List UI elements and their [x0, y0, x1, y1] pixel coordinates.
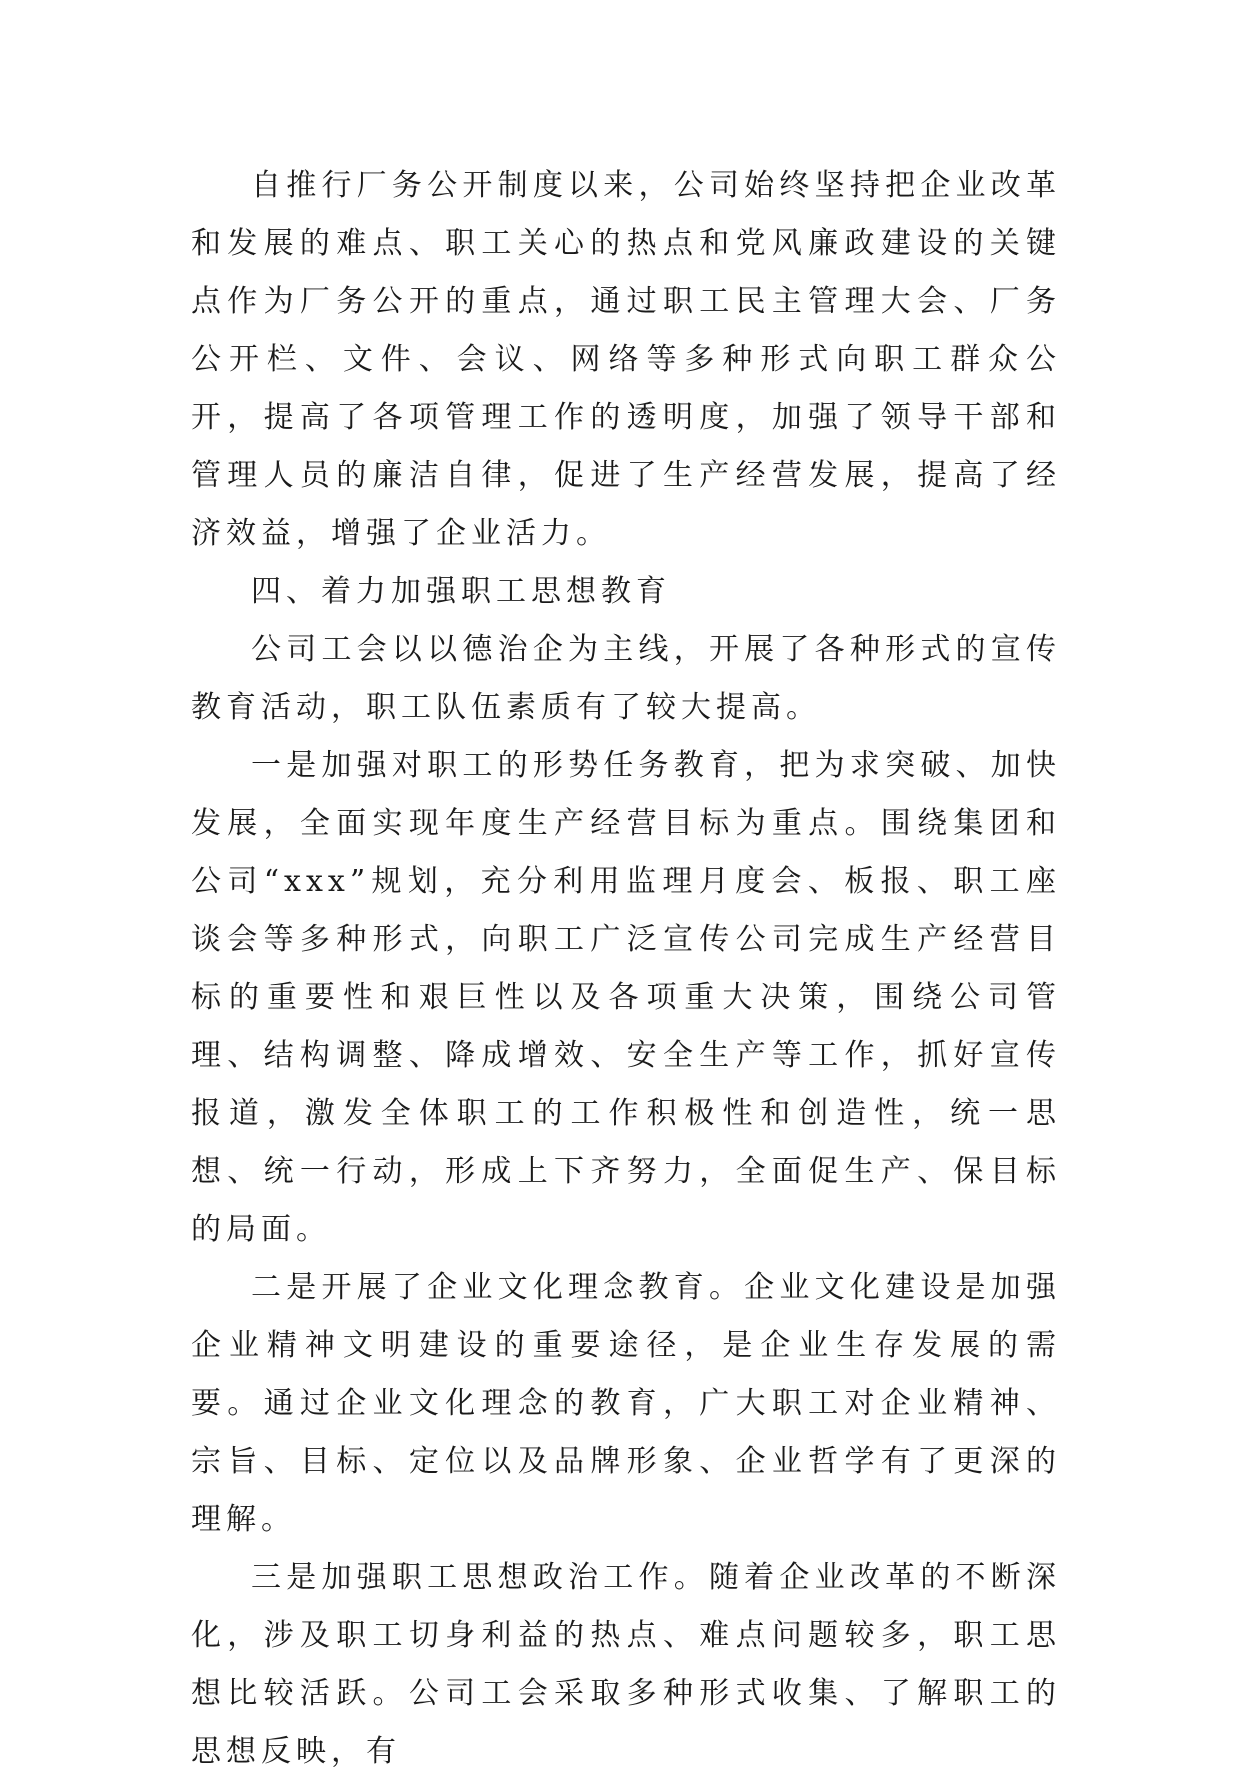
section-heading-four: 四、着力加强职工思想教育 — [251, 574, 671, 609]
paragraph-point-one: 一是加强对职工的形势任务教育，把为求突破、加快发展，全面实现年度生产经营目标为重点。围绕集团和公司“xxx”规划，充分利用监理月度会、板报、职工座谈会等多种形式，向职工广泛宣传公司完成生产经营目标的重要性和艰巨性以及各项重大决策，围绕公司管理、结构调整、降成增效、安全生产等工作，抓好宣传报道，激发全体职工的工作积极性和创造性，统一思想、统一行动，形成上下齐努力，全面促生产、保目标的局面。 — [191, 748, 1061, 1247]
paragraph-union-intro: 公司工会以以德治企为主线，开展了各种形式的宣传教育活动，职工队伍素质有了较大提高。 — [191, 632, 1061, 725]
paragraph-point-two: 二是开展了企业文化理念教育。企业文化建设是加强企业精神文明建设的重要途径，是企业生存发展的需要。通过企业文化理念的教育，广大职工对企业精神、宗旨、目标、定位以及品牌形象、企业哲学有了更深的理解。 — [191, 1270, 1061, 1537]
document-body — [191, 157, 1061, 1781]
paragraph-openness: 自推行厂务公开制度以来，公司始终坚持把企业改革和发展的难点、职工关心的热点和党风廉政建设的关键点作为厂务公开的重点，通过职工民主管理大会、厂务公开栏、文件、会议、网络等多种形式向职工群众公开，提高了各项管理工作的透明度，加强了领导干部和管理人员的廉洁自律，促进了生产经营发展，提高了经济效益，增强了企业活力。 — [191, 168, 1061, 551]
paragraph-point-three: 三是加强职工思想政治工作。随着企业改革的不断深化，涉及职工切身利益的热点、难点问题较多，职工思想比较活跃。公司工会采取多种形式收集、了解职工的思想反映，有 — [191, 1560, 1061, 1769]
